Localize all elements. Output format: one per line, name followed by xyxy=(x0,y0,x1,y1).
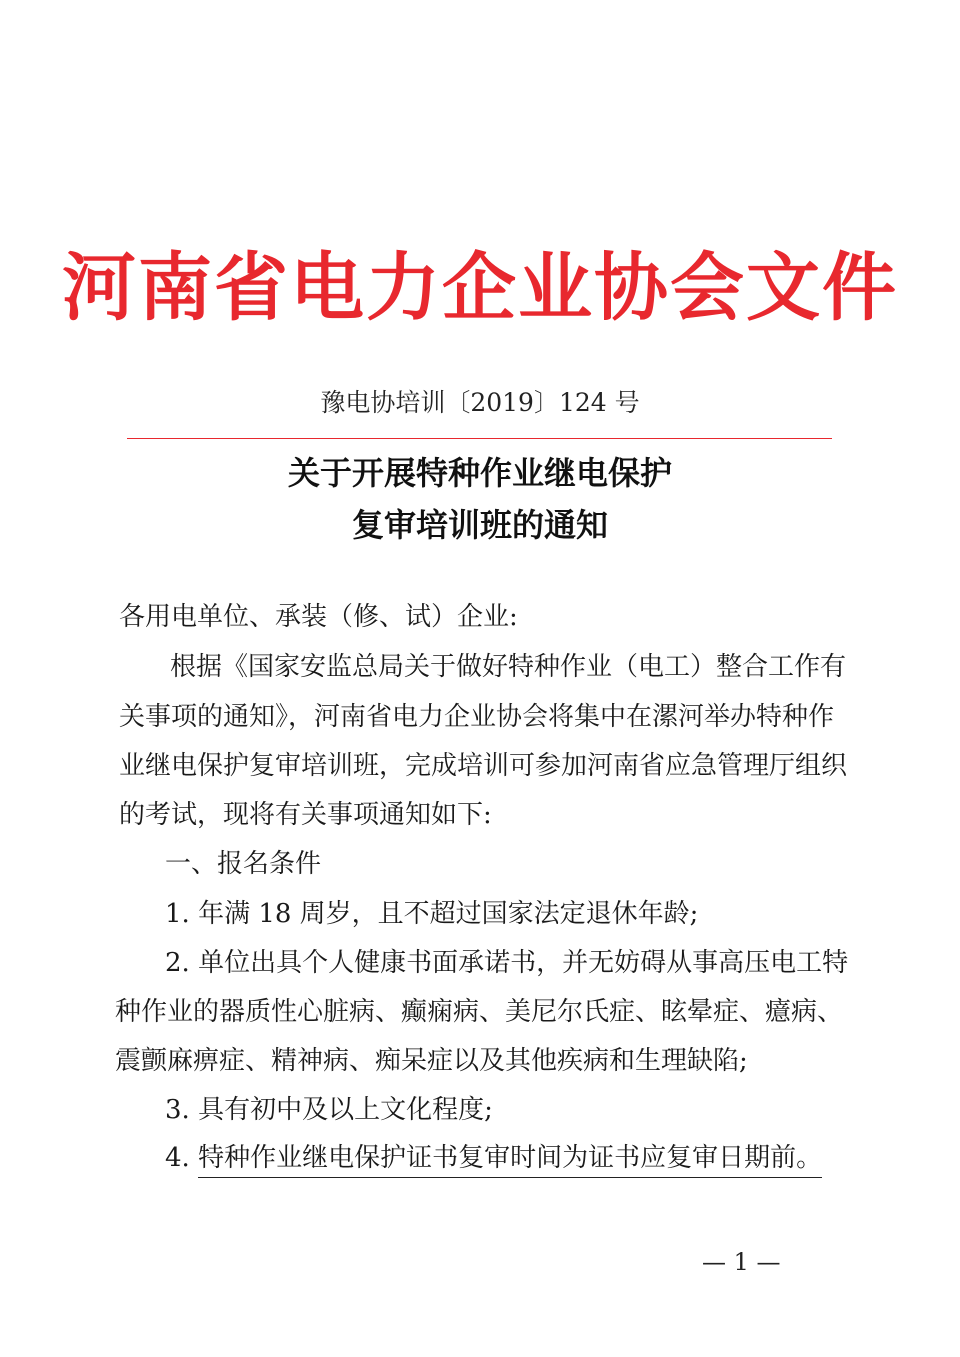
notice-title-line-2: 复审培训班的通知 xyxy=(351,506,608,544)
section-heading-requirements: 一、报名条件 xyxy=(165,849,322,879)
masthead-title: 河南省电力企业协会文件 xyxy=(62,245,898,331)
intro-line-2: 关事项的通知》，河南省电力企业协会将集中在漯河举办特种作 xyxy=(119,702,835,732)
document-number: 豫电协培训〔2019〕124 号 xyxy=(320,388,640,417)
requirement-item-2-line-3: 震颤麻痹症、精神病、痴呆症以及其他疾病和生理缺陷; xyxy=(115,1046,748,1076)
requirement-item-2-line-1: 2. 单位出具个人健康书面承诺书，并无妨碍从事高压电工特 xyxy=(165,948,849,978)
requirement-item-2-line-2: 种作业的器质性心脏病、癫痫病、美尼尔氏症、眩晕症、癔病、 xyxy=(115,997,844,1027)
requirement-item-4-number: 4. xyxy=(165,1143,199,1173)
page-number: — 1 — xyxy=(702,1248,781,1276)
requirement-item-3: 3. 具有初中及以上文化程度; xyxy=(165,1095,493,1125)
requirement-item-4 xyxy=(165,1138,822,1178)
red-separator-line xyxy=(127,438,832,439)
intro-line-4: 的考试，现将有关事项通知如下: xyxy=(119,800,492,830)
intro-line-1: 根据《国家安监总局关于做好特种作业（电工）整合工作有 xyxy=(170,652,847,682)
intro-line-3: 业继电保护复审培训班，完成培训可参加河南省应急管理厅组织 xyxy=(119,751,848,781)
requirement-item-1: 1. 年满 18 周岁，且不超过国家法定退休年龄; xyxy=(165,899,699,929)
notice-title-line-1: 关于开展特种作业继电保护 xyxy=(287,454,672,492)
requirement-item-4-text: 特种作业继电保护证书复审时间为证书应复审日期前。 xyxy=(198,1143,822,1178)
salutation: 各用电单位、承装（修、试）企业: xyxy=(119,602,518,632)
